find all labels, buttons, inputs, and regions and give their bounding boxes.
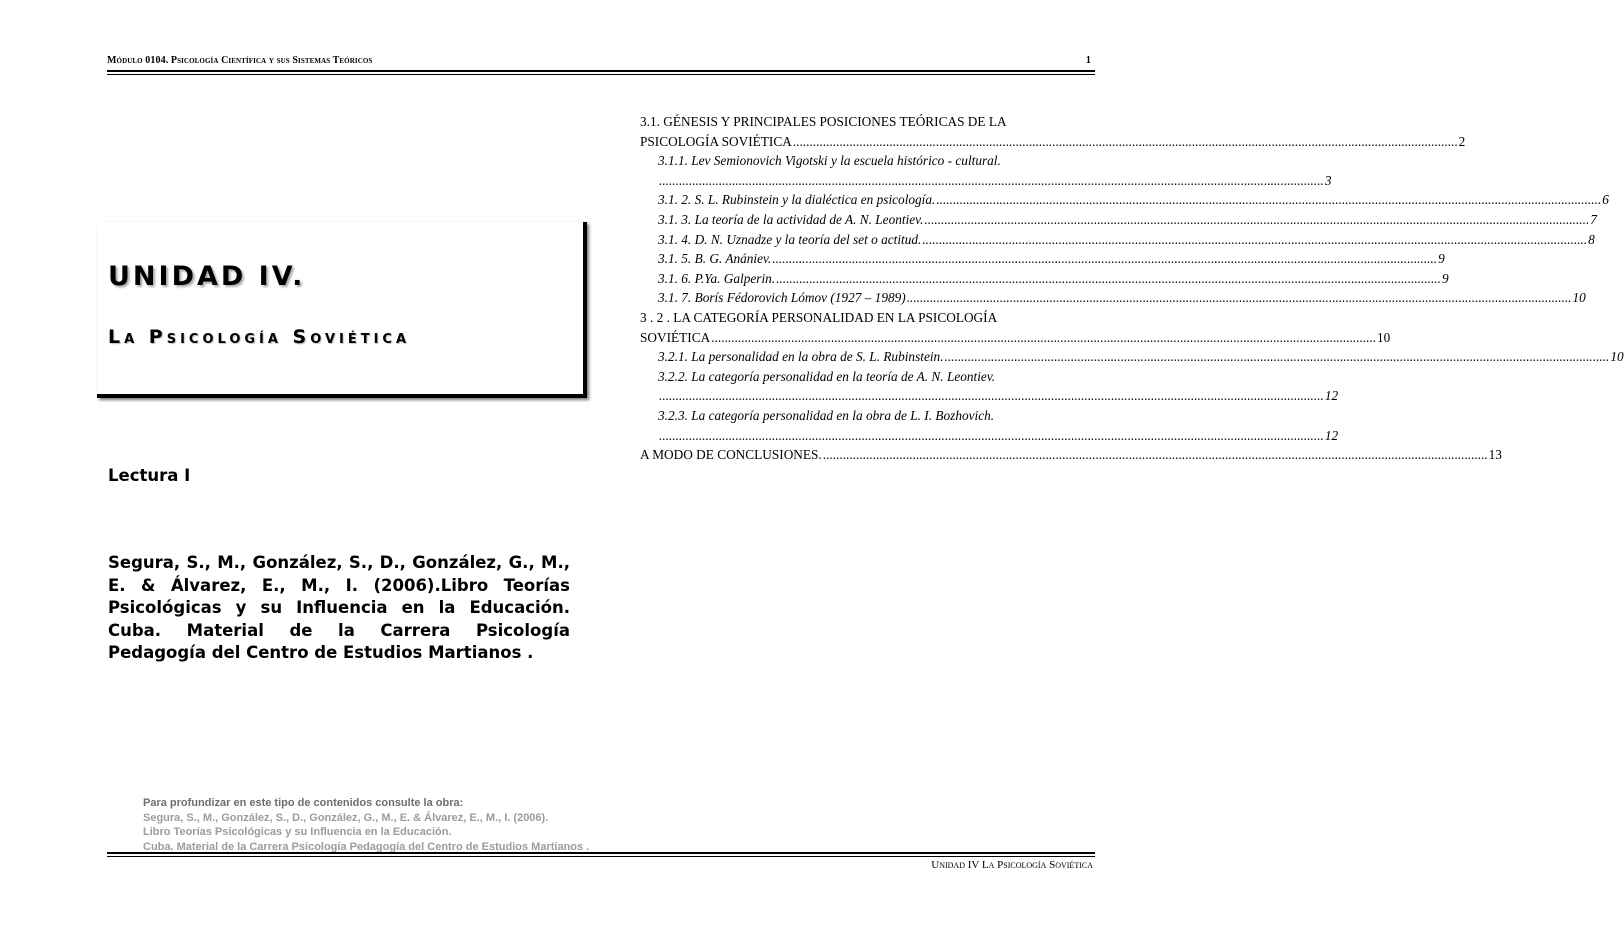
footer-rule-thick bbox=[107, 852, 1095, 854]
toc-entry[interactable]: 3.1. GÉNESIS Y PRINCIPALES POSICIONES TEÓRICAS DE LA bbox=[640, 114, 1007, 129]
footer-rule-thin bbox=[107, 856, 1095, 857]
toc-entry[interactable]: 3.1. 5. B. G. Anániev. ........................................................................................................................................................................................................ 9 bbox=[640, 249, 1092, 269]
dot-leader: ........................................................................................................................................................................................................ bbox=[906, 290, 1572, 306]
unit-subtitle: La Psicología Soviética bbox=[108, 326, 411, 348]
toc-entry[interactable]: A MODO DE CONCLUSIONES. ........................................................................................................................................................................................................ 13 bbox=[640, 445, 1092, 465]
dot-leader: ........................................................................................................................................................................................................ bbox=[924, 211, 1590, 227]
toc-entry[interactable]: 3.2.1. La personalidad en la obra de S. L. Rubinstein. ........................................................................................................................................................................................................ 10 bbox=[640, 347, 1092, 367]
toc-entry[interactable]: 3.1. 3. La teoría de la actividad de A. N. Leontiev. ........................................................................................................................................................................................................ 7 bbox=[640, 210, 1092, 230]
dot-leader: ........................................................................................................................................................................................................ bbox=[711, 329, 1377, 345]
further-reading-note bbox=[143, 796, 589, 854]
dot-leader: ........................................................................................................................................................................................................ bbox=[822, 447, 1488, 463]
note-line: Cuba. Material de la Carrera Psicología Pedagogía del Centro de Estudios Martianos . bbox=[143, 840, 590, 853]
table-of-contents bbox=[640, 112, 1624, 465]
dot-leader: ........................................................................................................................................................................................................ bbox=[659, 427, 1324, 443]
toc-entry[interactable]: PSICOLOGÍA SOVIÉTICA ........................................................................................................................................................................................................ 2 bbox=[640, 132, 1092, 152]
dot-leader: ........................................................................................................................................................................................................ bbox=[776, 270, 1441, 286]
header-rule-thin bbox=[107, 74, 1095, 75]
reading-citation: Segura, S., M., González, S., D., González, G., M., E. & Álvarez, E., M., I. (2006).Libro Teorías Psicológicas y su Influencia en la Educación. Cuba. Material de la Carrera Psicología Pedagogía del Centro de Estudios Martianos . bbox=[108, 553, 570, 662]
running-footer: Unidad IV La Psicología Soviética bbox=[931, 859, 1093, 871]
dot-leader: ........................................................................................................................................................................................................ bbox=[659, 172, 1324, 188]
toc-entry[interactable]: 3 . 2 . LA CATEGORÍA PERSONALIDAD EN LA PSICOLOGÍA bbox=[640, 309, 998, 325]
page-number: 1 bbox=[1085, 55, 1091, 66]
toc-entry[interactable]: 3.2.3. La categoría personalidad en la obra de L. I. Bozhovich. bbox=[658, 407, 995, 423]
dot-leader: ........................................................................................................................................................................................................ bbox=[922, 231, 1588, 247]
toc-entry[interactable]: 3.1. 2. S. L. Rubinstein y la dialéctica en psicología. ........................................................................................................................................................................................................ 6 bbox=[640, 190, 1092, 210]
header-title: Módulo 0104. Psicología Científica y sus Sistemas Teóricos bbox=[107, 55, 373, 66]
dot-leader: ........................................................................................................................................................................................................ bbox=[936, 192, 1602, 208]
toc-entry[interactable]: 3.1. 6. P.Ya. Galperin. ........................................................................................................................................................................................................ 9 bbox=[640, 269, 1092, 289]
dot-leader: ........................................................................................................................................................................................................ bbox=[659, 388, 1324, 404]
toc-entry[interactable]: SOVIÉTICA ........................................................................................................................................................................................................ 10 bbox=[640, 328, 1092, 348]
toc-entry[interactable]: ........................................................................................................................................................................................................ 12 bbox=[640, 426, 1092, 446]
reading-label: Lectura I bbox=[108, 466, 191, 485]
unit-title: UNIDAD IV. bbox=[108, 261, 306, 292]
toc-entry[interactable]: 3.1. 7. Borís Fédorovich Lómov (1927 – 1989) ........................................................................................................................................................................................................ 10 bbox=[640, 288, 1092, 308]
note-line: Libro Teorías Psicológicas y su Influencia en la Educación. bbox=[143, 826, 452, 838]
toc-entry[interactable]: 3.2.2. La categoría personalidad en la teoría de A. N. Leontiev. bbox=[658, 368, 996, 384]
toc-entry[interactable]: 3.1. 4. D. N. Uznadze y la teoría del set o actitud. ........................................................................................................................................................................................................ 8 bbox=[640, 230, 1092, 250]
note-line: Segura, S., M., González, S., D., González, G., M., E. & Álvarez, E., M., I. (2006). bbox=[143, 811, 549, 824]
toc-entry[interactable]: ........................................................................................................................................................................................................ 3 bbox=[640, 171, 1092, 191]
toc-entry[interactable]: 3.1.1. Lev Semionovich Vigotski y la escuela histórico - cultural. bbox=[658, 153, 1001, 169]
note-line: Para profundizar en este tipo de contenidos consulte la obra: bbox=[143, 797, 464, 809]
title-frame bbox=[97, 222, 587, 398]
dot-leader: ........................................................................................................................................................................................................ bbox=[792, 133, 1458, 149]
dot-leader: ........................................................................................................................................................................................................ bbox=[944, 349, 1610, 365]
header-rule-thick bbox=[107, 70, 1095, 72]
running-header bbox=[107, 55, 1093, 71]
toc-entry[interactable]: ........................................................................................................................................................................................................ 12 bbox=[640, 386, 1092, 406]
dot-leader: ........................................................................................................................................................................................................ bbox=[772, 251, 1438, 267]
